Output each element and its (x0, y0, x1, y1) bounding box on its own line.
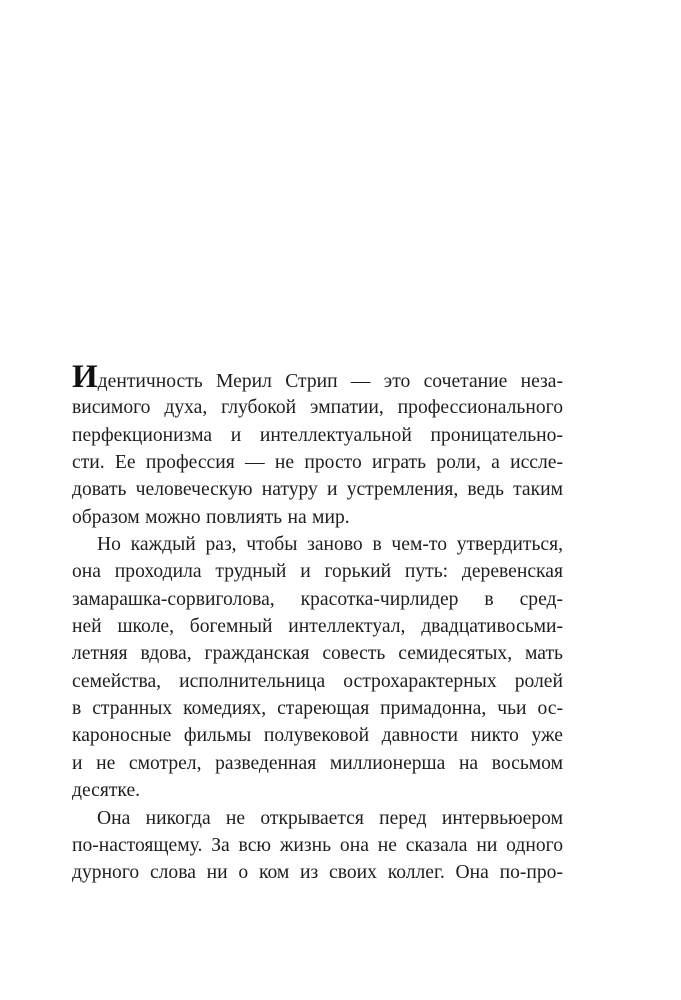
paragraph-3 (72, 805, 563, 887)
text-line: и не смотрел, разведенная миллионерша на восьмом (72, 752, 563, 774)
text-line: семейства, исполнительница острохарактерных ролей (72, 670, 563, 692)
text-line: висимого духа, глубокой эмпатии, профессионального (72, 397, 563, 419)
text-line: в странных комедиях, стареющая примадонна, чьи ос- (72, 698, 563, 720)
text-line: сти. Ее профессия — не просто играть роли, а иссле- (72, 452, 563, 474)
book-page (72, 359, 563, 887)
text-line: перфекционизма и интеллектуальной проницательно- (72, 424, 563, 446)
text-line: довать человеческую натуру и устремления, ведь таким (72, 479, 563, 501)
text-line: десятке. (72, 780, 141, 802)
text-line: дурного слова ни о ком из своих коллег. Она по-про- (72, 862, 563, 884)
text-line: кароносные фильмы полувековой давности никто уже (72, 725, 563, 747)
drop-cap: И (72, 359, 98, 395)
text-line: образом можно повлиять на мир. (72, 506, 350, 528)
paragraph-2 (72, 531, 563, 804)
paragraph-1 (72, 359, 563, 531)
text-line-content: дентичность Мерил Стрип — это сочетание неза- (97, 371, 563, 392)
text-line: Она никогда не открывается перед интервьюером (97, 807, 563, 829)
text-line: замарашка-сорвиголова, красотка-чирлидер в сред- (72, 588, 563, 610)
text-line: ней школе, богемный интеллектуал, двадцативосьми- (72, 616, 563, 638)
text-line: по-настоящему. За всю жизнь она не сказала ни одного (72, 834, 563, 856)
text-line: Но каждый раз, чтобы заново в чем-то утвердиться, (97, 534, 563, 556)
text-line (72, 359, 563, 395)
text-line: она проходила трудный и горький путь: деревенская (72, 561, 563, 583)
text-line: летняя вдова, гражданская совесть семидесятых, мать (72, 643, 563, 665)
